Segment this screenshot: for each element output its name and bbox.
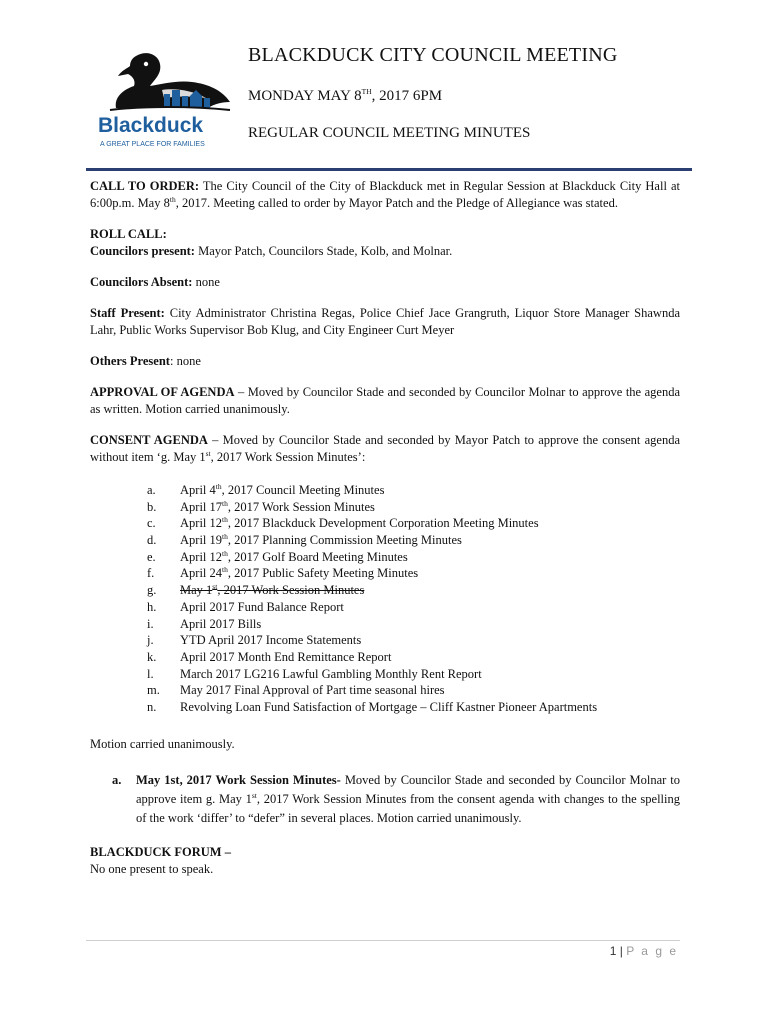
list-marker: j.	[147, 633, 154, 648]
meeting-title: BLACKDUCK CITY COUNCIL MEETING	[248, 44, 618, 66]
list-marker: n.	[147, 699, 157, 714]
consent-item: h. April 2017 Fund Balance Report	[147, 599, 344, 614]
footer-divider	[86, 940, 680, 941]
list-marker: m.	[147, 683, 160, 698]
header-divider	[86, 168, 692, 171]
consent-item: i. April 2017 Bills	[147, 616, 262, 631]
list-marker: i.	[147, 616, 154, 631]
consent-item: j. YTD April 2017 Income Statements	[147, 633, 362, 648]
consent-item: b. April 17th, 2017 Work Session Minutes	[147, 498, 375, 514]
consent-item: n. Revolving Loan Fund Satisfaction of Mortgage – Cliff Kastner Pioneer Apartments	[147, 699, 598, 714]
approval-of-agenda: APPROVAL OF AGENDA – Moved by Councilor Stade and seconded by Councilor Molnar to approve the agenda as written. Motion carried unanimously.	[90, 385, 680, 416]
consent-item: f. April 24th, 2017 Public Safety Meeting Minutes	[147, 565, 419, 581]
list-marker: e.	[147, 549, 156, 564]
consent-agenda: CONSENT AGENDA – Moved by Councilor Stade and seconded by Mayor Patch to approve the consent agenda without item ‘g. May 1st, 2017 Work Session Minutes’:	[90, 433, 680, 464]
work-session-item: a. May 1st, 2017 Work Session Minutes- Moved by Councilor Stade and seconded by Councilor Molnar to approve item g. May 1st, 2017 Work Session Minutes from the consent agenda with changes to the spelling of the work ‘differ’ to “defer” in several places. Motion carried unanimously.	[112, 772, 681, 825]
call-to-order: CALL TO ORDER: The City Council of the City of Blackduck met in Regular Session at Blackduck City Hall at 6:00p.m. May 8th, 2017. Meeting called to order by Mayor Patch and the Pledge of Allegiance was stated.	[90, 179, 680, 210]
roll-call-heading: ROLL CALL:	[90, 227, 167, 241]
consent-agenda-list	[147, 482, 680, 716]
forum-text: No one present to speak.	[90, 861, 214, 876]
consent-motion: Motion carried unanimously.	[90, 736, 235, 751]
roll-call	[90, 226, 680, 260]
consent-item: m. May 2017 Final Approval of Part time seasonal hires	[147, 683, 445, 698]
minutes-body	[90, 178, 680, 892]
meeting-subtitle: REGULAR COUNCIL MEETING MINUTES	[248, 125, 531, 141]
logo-wordmark: Blackduck	[98, 114, 204, 137]
councilors-present: Councilors present: Mayor Patch, Councilors Stade, Kolb, and Molnar.	[90, 244, 453, 258]
meeting-date: MONDAY MAY 8TH, 2017 6PM	[248, 87, 443, 104]
consent-item: a. April 4th, 2017 Council Meeting Minutes	[147, 481, 385, 497]
list-marker: d.	[147, 533, 157, 548]
consent-item: g. May 1st, 2017 Work Session Minutes	[147, 581, 365, 598]
list-marker: c.	[147, 516, 156, 531]
page-label: P a g e	[626, 944, 678, 958]
councilors-absent: Councilors Absent: none	[90, 275, 220, 289]
staff-present: Staff Present: City Administrator Christina Regas, Police Chief Jace Grangruth, Liquor Store Manager Shawnda Lahr, Public Works Supervisor Bob Klug, and City Engineer Curt Meyer	[90, 306, 680, 337]
consent-item: l. March 2017 LG216 Lawful Gambling Monthly Rent Report	[147, 666, 482, 681]
consent-item: d. April 19th, 2017 Planning Commission Meeting Minutes	[147, 531, 462, 548]
list-marker: k.	[147, 649, 157, 664]
logo-tagline: A GREAT PLACE FOR FAMILIES	[100, 141, 205, 148]
consent-item: k. April 2017 Month End Remittance Report	[147, 649, 392, 664]
list-marker: a.	[147, 483, 156, 497]
page-number: 1	[609, 944, 617, 958]
list-marker: b.	[147, 499, 157, 514]
others-present: Others Present: none	[90, 354, 201, 368]
list-marker: f.	[147, 566, 155, 581]
blackduck-forum: BLACKDUCK FORUM – No one present to speak.	[90, 844, 680, 878]
list-marker: g.	[147, 583, 157, 598]
page-footer: 1 | P a g e	[609, 944, 678, 958]
list-marker: h.	[147, 599, 157, 614]
consent-item: e. April 12th, 2017 Golf Board Meeting Minutes	[147, 548, 408, 564]
list-marker: l.	[147, 666, 154, 681]
consent-item: c. April 12th, 2017 Blackduck Development Corporation Meeting Minutes	[147, 515, 539, 531]
blackduck-logo	[92, 50, 242, 155]
